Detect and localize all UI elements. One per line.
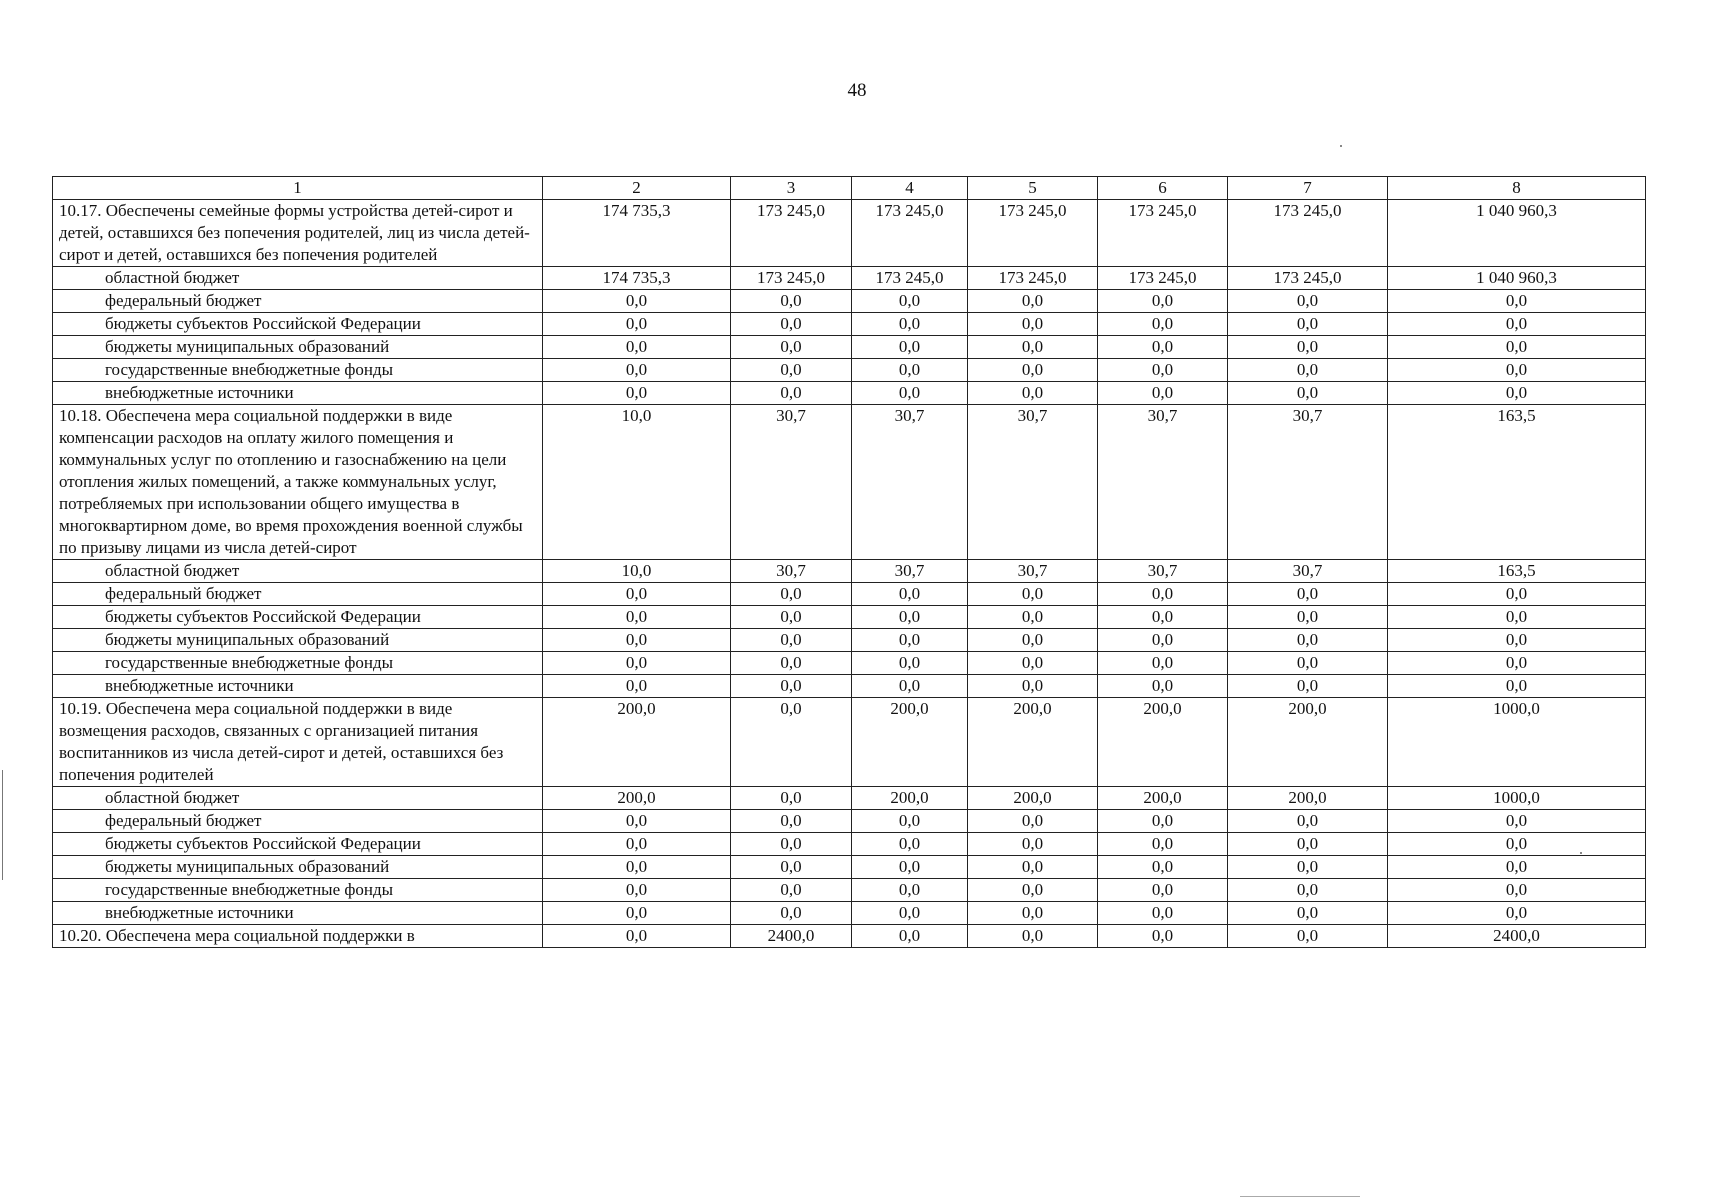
table-header-row (53, 177, 1646, 200)
column-number-header: 1 (53, 177, 543, 200)
row-label: государственные внебюджетные фонды (53, 879, 543, 902)
column-number-header: 2 (543, 177, 731, 200)
column-number-header: 3 (731, 177, 852, 200)
row-label: 10.18. Обеспечена мера социальной поддержки в виде компенсации расходов на оплату жилого помещения и коммунальных услуг по отоплению и газоснабжению на цели отопления жилых помещений, а также коммунальных услуг, потребляемых при использовании общего имущества в многоквартирном доме, во время прохождения военной службы по призыву лицами из числа детей-сирот (53, 405, 543, 560)
value-cell: 0,0 (731, 629, 852, 652)
value-cell: 0,0 (1388, 902, 1646, 925)
value-cell: 0,0 (543, 336, 731, 359)
value-cell: 0,0 (543, 675, 731, 698)
value-cell: 0,0 (1098, 336, 1228, 359)
value-cell: 30,7 (1228, 405, 1388, 560)
value-cell: 0,0 (1228, 629, 1388, 652)
value-cell: 0,0 (543, 629, 731, 652)
table-row-budget-source (53, 879, 1646, 902)
table-row-section (53, 925, 1646, 948)
value-cell: 0,0 (1098, 833, 1228, 856)
column-number-header: 5 (968, 177, 1098, 200)
row-label: государственные внебюджетные фонды (53, 359, 543, 382)
value-cell: 0,0 (852, 583, 968, 606)
value-cell: 0,0 (731, 382, 852, 405)
scan-edge-mark (2, 770, 3, 880)
value-cell: 30,7 (1098, 405, 1228, 560)
table-row-budget-source (53, 652, 1646, 675)
value-cell: 0,0 (968, 925, 1098, 948)
row-label: внебюджетные источники (53, 902, 543, 925)
value-cell: 0,0 (1098, 629, 1228, 652)
value-cell: 0,0 (1228, 359, 1388, 382)
value-cell: 0,0 (543, 290, 731, 313)
row-label: федеральный бюджет (53, 810, 543, 833)
value-cell: 0,0 (852, 856, 968, 879)
value-cell: 0,0 (543, 382, 731, 405)
value-cell: 0,0 (543, 652, 731, 675)
value-cell: 0,0 (1228, 925, 1388, 948)
value-cell: 0,0 (968, 879, 1098, 902)
row-label: 10.20. Обеспечена мера социальной поддержки в (53, 925, 543, 948)
value-cell: 0,0 (1388, 359, 1646, 382)
row-label: бюджеты субъектов Российской Федерации (53, 833, 543, 856)
value-cell: 0,0 (731, 698, 852, 787)
value-cell: 0,0 (968, 833, 1098, 856)
value-cell: 0,0 (1098, 359, 1228, 382)
value-cell: 30,7 (968, 560, 1098, 583)
value-cell: 1000,0 (1388, 787, 1646, 810)
value-cell: 0,0 (1388, 382, 1646, 405)
value-cell: 0,0 (852, 902, 968, 925)
value-cell: 0,0 (1228, 336, 1388, 359)
value-cell: 0,0 (1098, 879, 1228, 902)
value-cell: 173 245,0 (852, 200, 968, 267)
value-cell: 0,0 (731, 290, 852, 313)
value-cell: 0,0 (852, 879, 968, 902)
value-cell: 0,0 (1228, 606, 1388, 629)
table-row-budget-source (53, 583, 1646, 606)
value-cell: 0,0 (543, 606, 731, 629)
value-cell: 200,0 (968, 787, 1098, 810)
row-label: 10.17. Обеспечены семейные формы устройства детей-сирот и детей, оставшихся без попечения родителей, лиц из числа детей-сирот и детей, оставшихся без попечения родителей (53, 200, 543, 267)
value-cell: 0,0 (1228, 833, 1388, 856)
value-cell: 0,0 (1098, 583, 1228, 606)
value-cell: 0,0 (1228, 810, 1388, 833)
value-cell: 0,0 (731, 833, 852, 856)
value-cell: 200,0 (543, 698, 731, 787)
value-cell: 173 245,0 (731, 267, 852, 290)
value-cell: 0,0 (1388, 290, 1646, 313)
table-row-budget-source (53, 359, 1646, 382)
value-cell: 0,0 (852, 652, 968, 675)
value-cell: 0,0 (731, 787, 852, 810)
table-row-budget-source (53, 902, 1646, 925)
value-cell: 0,0 (1388, 313, 1646, 336)
value-cell: 30,7 (852, 560, 968, 583)
value-cell: 0,0 (1098, 810, 1228, 833)
value-cell: 0,0 (731, 652, 852, 675)
row-label: федеральный бюджет (53, 290, 543, 313)
value-cell: 0,0 (1388, 606, 1646, 629)
value-cell: 0,0 (1388, 583, 1646, 606)
row-label: областной бюджет (53, 267, 543, 290)
column-number-header: 6 (1098, 177, 1228, 200)
value-cell: 0,0 (852, 675, 968, 698)
value-cell: 0,0 (968, 606, 1098, 629)
value-cell: 0,0 (852, 629, 968, 652)
value-cell: 1 040 960,3 (1388, 267, 1646, 290)
value-cell: 0,0 (1098, 290, 1228, 313)
row-label: бюджеты субъектов Российской Федерации (53, 313, 543, 336)
table-row-budget-source (53, 336, 1646, 359)
value-cell: 0,0 (1388, 675, 1646, 698)
value-cell: 0,0 (543, 583, 731, 606)
value-cell: 2400,0 (1388, 925, 1646, 948)
value-cell: 173 245,0 (968, 200, 1098, 267)
value-cell: 0,0 (1228, 856, 1388, 879)
value-cell: 173 245,0 (1228, 267, 1388, 290)
value-cell: 173 245,0 (731, 200, 852, 267)
value-cell: 0,0 (1098, 675, 1228, 698)
value-cell: 0,0 (852, 810, 968, 833)
column-number-header: 4 (852, 177, 968, 200)
value-cell: 0,0 (1228, 290, 1388, 313)
value-cell: 30,7 (968, 405, 1098, 560)
table-row-budget-source (53, 560, 1646, 583)
value-cell: 0,0 (731, 902, 852, 925)
value-cell: 0,0 (1098, 902, 1228, 925)
value-cell: 200,0 (1228, 787, 1388, 810)
value-cell: 2400,0 (731, 925, 852, 948)
value-cell: 0,0 (543, 359, 731, 382)
row-label: областной бюджет (53, 787, 543, 810)
value-cell: 0,0 (968, 856, 1098, 879)
value-cell: 0,0 (543, 810, 731, 833)
row-label: областной бюджет (53, 560, 543, 583)
scan-footer-mark (1240, 1196, 1360, 1197)
value-cell: 0,0 (1228, 313, 1388, 336)
table-row-budget-source (53, 267, 1646, 290)
value-cell: 0,0 (852, 359, 968, 382)
table-row-budget-source (53, 382, 1646, 405)
value-cell: 0,0 (1098, 925, 1228, 948)
value-cell: 163,5 (1388, 560, 1646, 583)
value-cell: 30,7 (731, 405, 852, 560)
value-cell: 10,0 (543, 405, 731, 560)
value-cell: 0,0 (1098, 652, 1228, 675)
table-row-section (53, 698, 1646, 787)
value-cell: 0,0 (731, 313, 852, 336)
value-cell: 0,0 (968, 810, 1098, 833)
value-cell: 0,0 (968, 902, 1098, 925)
value-cell: 173 245,0 (852, 267, 968, 290)
value-cell: 174 735,3 (543, 267, 731, 290)
value-cell: 0,0 (968, 675, 1098, 698)
value-cell: 0,0 (1098, 313, 1228, 336)
value-cell: 200,0 (852, 787, 968, 810)
value-cell: 0,0 (731, 810, 852, 833)
value-cell: 0,0 (852, 382, 968, 405)
value-cell: 0,0 (968, 359, 1098, 382)
value-cell: 0,0 (1098, 606, 1228, 629)
table-row-budget-source (53, 810, 1646, 833)
table-row-budget-source (53, 313, 1646, 336)
value-cell: 0,0 (543, 856, 731, 879)
row-label: федеральный бюджет (53, 583, 543, 606)
value-cell: 0,0 (852, 925, 968, 948)
value-cell: 0,0 (543, 833, 731, 856)
value-cell: 0,0 (1098, 382, 1228, 405)
value-cell: 1 040 960,3 (1388, 200, 1646, 267)
value-cell: 0,0 (968, 583, 1098, 606)
value-cell: 30,7 (731, 560, 852, 583)
value-cell: 0,0 (1098, 856, 1228, 879)
value-cell: 0,0 (731, 606, 852, 629)
row-label: бюджеты муниципальных образований (53, 629, 543, 652)
value-cell: 0,0 (543, 313, 731, 336)
value-cell: 174 735,3 (543, 200, 731, 267)
table-row-budget-source (53, 787, 1646, 810)
value-cell: 0,0 (852, 606, 968, 629)
table-row-section (53, 200, 1646, 267)
row-label: бюджеты муниципальных образований (53, 336, 543, 359)
value-cell: 0,0 (968, 336, 1098, 359)
value-cell: 0,0 (1228, 583, 1388, 606)
value-cell: 163,5 (1388, 405, 1646, 560)
value-cell: 200,0 (1098, 787, 1228, 810)
value-cell: 0,0 (968, 382, 1098, 405)
row-label: внебюджетные источники (53, 675, 543, 698)
value-cell: 173 245,0 (968, 267, 1098, 290)
table-row-budget-source (53, 606, 1646, 629)
page-number: 48 (847, 80, 867, 101)
table-row-budget-source (53, 833, 1646, 856)
value-cell: 200,0 (1098, 698, 1228, 787)
value-cell: 200,0 (543, 787, 731, 810)
value-cell: 173 245,0 (1228, 200, 1388, 267)
budget-table (52, 176, 1646, 948)
value-cell: 0,0 (1388, 629, 1646, 652)
value-cell: 200,0 (852, 698, 968, 787)
value-cell: 0,0 (852, 290, 968, 313)
row-label: 10.19. Обеспечена мера социальной поддержки в виде возмещения расходов, связанных с организацией питания воспитанников из числа детей-сирот и детей, оставшихся без попечения родителей (53, 698, 543, 787)
table-row-budget-source (53, 290, 1646, 313)
value-cell: 0,0 (1388, 833, 1646, 856)
table-row-budget-source (53, 629, 1646, 652)
value-cell: 0,0 (731, 336, 852, 359)
column-number-header: 8 (1388, 177, 1646, 200)
value-cell: 0,0 (731, 879, 852, 902)
value-cell: 1000,0 (1388, 698, 1646, 787)
value-cell: 0,0 (1228, 652, 1388, 675)
value-cell: 200,0 (1228, 698, 1388, 787)
value-cell: 0,0 (1228, 675, 1388, 698)
value-cell: 0,0 (968, 629, 1098, 652)
value-cell: 0,0 (543, 902, 731, 925)
table-row-section (53, 405, 1646, 560)
value-cell: 0,0 (852, 833, 968, 856)
value-cell: 200,0 (968, 698, 1098, 787)
value-cell: 0,0 (852, 336, 968, 359)
value-cell: 0,0 (968, 290, 1098, 313)
value-cell: 0,0 (1388, 652, 1646, 675)
value-cell: 0,0 (1228, 382, 1388, 405)
value-cell: 30,7 (1228, 560, 1388, 583)
row-label: бюджеты субъектов Российской Федерации (53, 606, 543, 629)
value-cell: 0,0 (852, 313, 968, 336)
value-cell: 0,0 (1388, 336, 1646, 359)
value-cell: 0,0 (731, 856, 852, 879)
value-cell: 0,0 (1388, 856, 1646, 879)
value-cell: 30,7 (852, 405, 968, 560)
value-cell: 30,7 (1098, 560, 1228, 583)
column-number-header: 7 (1228, 177, 1388, 200)
value-cell: 173 245,0 (1098, 200, 1228, 267)
table-row-budget-source (53, 856, 1646, 879)
value-cell: 0,0 (543, 879, 731, 902)
row-label: внебюджетные источники (53, 382, 543, 405)
value-cell: 0,0 (1228, 902, 1388, 925)
value-cell: 0,0 (968, 652, 1098, 675)
value-cell: 0,0 (731, 583, 852, 606)
value-cell: 10,0 (543, 560, 731, 583)
value-cell: 0,0 (1388, 879, 1646, 902)
value-cell: 0,0 (968, 313, 1098, 336)
value-cell: 173 245,0 (1098, 267, 1228, 290)
value-cell: 0,0 (1228, 879, 1388, 902)
table-row-budget-source (53, 675, 1646, 698)
row-label: бюджеты муниципальных образований (53, 856, 543, 879)
value-cell: 0,0 (1388, 810, 1646, 833)
scan-speck (1340, 145, 1342, 147)
value-cell: 0,0 (543, 925, 731, 948)
value-cell: 0,0 (731, 675, 852, 698)
row-label: государственные внебюджетные фонды (53, 652, 543, 675)
value-cell: 0,0 (731, 359, 852, 382)
